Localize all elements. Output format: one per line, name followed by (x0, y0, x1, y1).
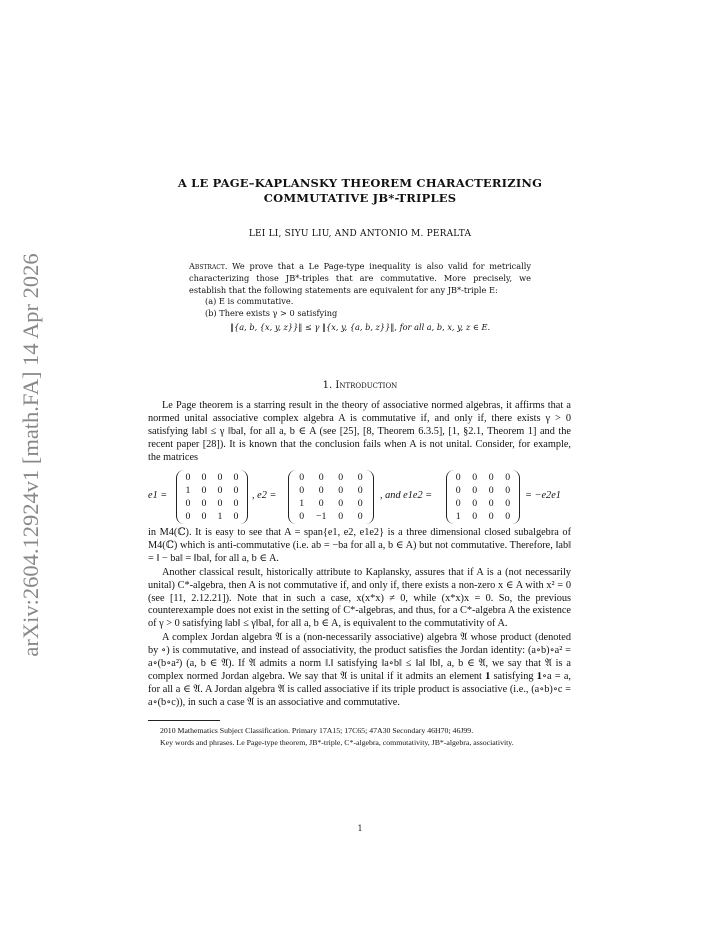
arxiv-sidebar-stamp (14, 250, 48, 660)
abstract-label: Abstract. (189, 261, 228, 271)
e1-label: e1 = (148, 490, 168, 501)
matrix-cell: 0 (201, 511, 207, 522)
abstract-item-b: (b) There exists γ > 0 satisfying (205, 308, 338, 319)
matrix-e2 (288, 470, 374, 524)
matrix-cell: 0 (217, 472, 223, 483)
intro-paragraph-1 (148, 400, 571, 465)
paragraph-2: in M4(ℂ). It is easy to see that A = span{e1, e2, e1e2} is a three dimensional closed subalgebra of M4(ℂ) which is anti-commutative (i.e. ab = −ba for all a, b ∈ A) but not commutative. Therefore, ‖ab‖ = ‖ − ba‖ = ‖ba‖, for all a, b ∈ A. (148, 527, 571, 564)
matrix-cell: 1 (299, 498, 305, 509)
matrix-cell: 0 (299, 511, 305, 522)
abstract-text: We prove that a Le Page-type inequality is also valid for metrically characterizing those JB*-triples that are commutative. More precisely, we establish that the following statements are equivalent for any JB*-triple E: (189, 261, 531, 295)
footnote-keywords: Key words and phrases. Le Page-type theorem, JB*-triple, C*-algebra, commutativity, JB*-algebra, associativity. (160, 737, 514, 747)
footnote-rule (148, 720, 220, 721)
matrix-cell: 0 (338, 485, 344, 496)
abstract-formula: ‖{a, b, {x, y, z}}‖ ≤ γ ‖{x, y, {a, b, z}}‖, for all a, b, x, y, z ∈ E. (229, 321, 491, 332)
matrix-cell: 0 (357, 511, 363, 522)
footnotes (148, 726, 571, 749)
matrix-cell: 0 (488, 511, 494, 522)
matrix-cell: 0 (472, 472, 478, 483)
e2-label: , e2 = (252, 490, 277, 501)
matrix-cell: 0 (338, 498, 344, 509)
matrix-cell: 0 (233, 472, 239, 483)
matrix-cell: 0 (488, 472, 494, 483)
matrix-cell: 0 (505, 485, 511, 496)
page-number: 1 (357, 824, 363, 833)
matrix-cell: 0 (455, 472, 461, 483)
matrix-equation (148, 470, 571, 526)
matrix-cell: 0 (217, 498, 223, 509)
matrix-cell: 0 (201, 498, 207, 509)
matrix-cell: 0 (472, 485, 478, 496)
matrix-cell: 0 (505, 472, 511, 483)
matrix-cell: 0 (217, 485, 223, 496)
abstract (189, 261, 531, 334)
matrix-e1 (176, 470, 248, 524)
matrix-cell: 0 (201, 472, 207, 483)
matrix-e1e2 (446, 470, 520, 524)
intro-body (148, 527, 571, 710)
matrix-cell: 0 (185, 472, 191, 483)
matrix-cell: 0 (455, 485, 461, 496)
matrix-cell: 0 (233, 511, 239, 522)
matrix-cell: 0 (357, 472, 363, 483)
paragraph-text: Le Page theorem is a starring result in the theory of associative normed algebras, it affirms that a normed unital associative complex algebra A is commutative if, and only if, there exists γ > 0 satisfying ‖ab‖ ≤ γ ‖ba‖, for all a, b ∈ A (see [25], [8, Theorem 6.3.5], [1, §2.1, Theorem 1] and the recent paper [28]). It is known that the conclusion fails when A is not unital. Consider, for example, the matrices (148, 400, 571, 463)
matrix-cell: 0 (472, 511, 478, 522)
abstract-item-a: (a) E is commutative. (205, 296, 294, 307)
matrix-cell: 0 (505, 511, 511, 522)
matrix-cell: 0 (318, 472, 324, 483)
matrix-cell: 0 (338, 511, 344, 522)
section-heading: 1. Introduction (322, 380, 398, 391)
matrix-cell: 0 (318, 498, 324, 509)
matrix-cell: 0 (201, 485, 207, 496)
matrix-cell: 0 (455, 498, 461, 509)
matrix-result: = −e2e1 (525, 490, 561, 501)
matrix-cell: −1 (316, 511, 327, 522)
matrix-cell: 0 (357, 498, 363, 509)
matrix-cell: 1 (455, 511, 461, 522)
matrix-cell: 0 (357, 485, 363, 496)
matrix-cell: 0 (233, 498, 239, 509)
paper-title (150, 176, 570, 206)
paragraph-4: A complex Jordan algebra 𝔄 is a (non-necessarily associative) algebra 𝔄 whose product (denoted by ∘) is commutative, and instead of associativity, the product satisfies the Jordan identity: (a∘b)∘a² = a∘(b∘a²) (a, b ∈ 𝔄). If 𝔄 admits a norm ‖.‖ satisfying ‖a∘b‖ ≤ ‖a‖ ‖b‖, a, b ∈ 𝔄, we say that 𝔄 is a complex normed Jordan algebra. We say that 𝔄 is unital if it admits an element 𝟏 satisfying 𝟏∘a = a, for all a ∈ 𝔄. A Jordan algebra 𝔄 is called associative if its triple product is associative (i.e., (a∘b)∘c = a∘(b∘c)), in such a case 𝔄 is an associative and commutative. (148, 632, 571, 708)
title-line-1: A LE PAGE–KAPLANSKY THEOREM CHARACTERIZING (177, 176, 543, 190)
matrix-cell: 0 (318, 485, 324, 496)
matrix-cell: 1 (185, 485, 191, 496)
paragraph-3: Another classical result, historically attribute to Kaplansky, assures that if A is a (not necessarily unital) C*-algebra, then A is not commutative if, and only if, there exists a non-zero x ∈ A with x² = 0 (see [11, 2.12.21]). Note that in such a case, x(x*x) ≠ 0, while (x*x)x = 0. So, the previous counterexample does not exist in the setting of C*-algebras, and thus, for a C*-algebra A the existence of γ > 0 satisfying ‖ab‖ ≤ γ‖ba‖, for all a, b ∈ A, is equivalent to the commutativity of A. (148, 566, 571, 630)
title-line-2: COMMUTATIVE JB*-TRIPLES (263, 191, 457, 205)
matrix-cell: 0 (299, 472, 305, 483)
e1e2-label: , and e1e2 = (380, 490, 433, 501)
matrix-cell: 0 (338, 472, 344, 483)
footnote-msc: 2010 Mathematics Subject Classification. Primary 17A15; 17C65; 47A30 Secondary 46H70; 46J99. (160, 726, 474, 735)
authors: LEI LI, SIYU LIU, AND ANTONIO M. PERALTA (248, 229, 472, 239)
matrix-cell: 0 (233, 485, 239, 496)
matrix-cell: 1 (217, 511, 223, 522)
matrix-cell: 0 (472, 498, 478, 509)
matrix-cell: 0 (185, 498, 191, 509)
arxiv-id: arXiv:2604.12924v1 [math.FA] 14 Apr 2026 (18, 253, 43, 657)
matrix-cell: 0 (185, 511, 191, 522)
matrix-cell: 0 (488, 485, 494, 496)
matrix-cell: 0 (505, 498, 511, 509)
matrix-cell: 0 (299, 485, 305, 496)
matrix-cell: 0 (488, 498, 494, 509)
